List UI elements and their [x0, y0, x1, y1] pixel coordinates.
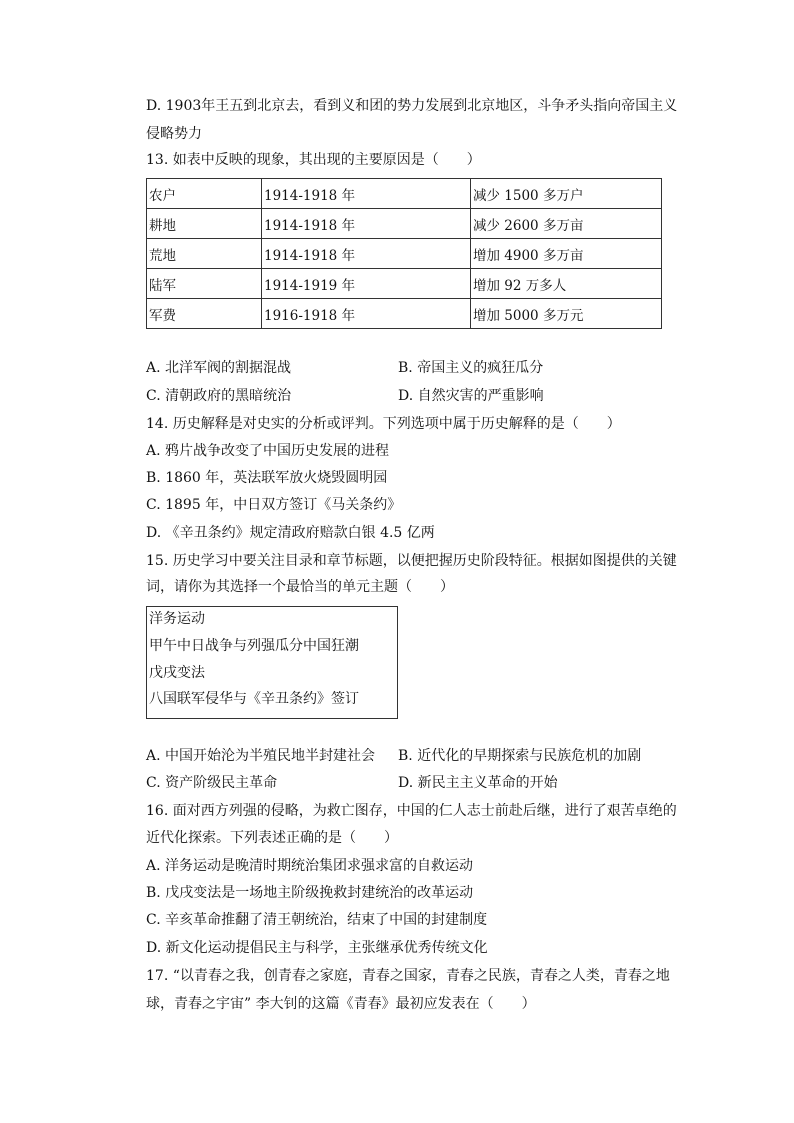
table-cell: 1914-1919 年 — [262, 269, 471, 299]
table-cell: 荒地 — [147, 239, 262, 269]
q16-stem-line1: 16. 面对西方列强的侵略，为救亡图存，中国的仁人志士前赴后继，进行了艰苦卓绝的 — [146, 803, 677, 819]
table-cell: 陆军 — [147, 269, 262, 299]
table-cell: 增加 5000 多万元 — [471, 299, 662, 329]
q15-option-c[interactable]: C. 资产阶级民主革命 — [146, 775, 278, 791]
table-cell: 1914-1918 年 — [262, 179, 471, 209]
q14-option-a[interactable]: A. 鸦片战争改变了中国历史发展的进程 — [146, 443, 390, 459]
q16-option-a[interactable]: A. 洋务运动是晚清时期统治集团求强求富的自救运动 — [146, 858, 474, 874]
q17-stem-line2: 球，青春之宇宙” 李大钊的这篇《青春》最初应发表在（ ） — [146, 996, 536, 1012]
table-cell: 耕地 — [147, 209, 262, 239]
q13-option-c[interactable]: C. 清朝政府的黑暗统治 — [146, 388, 292, 404]
keyword-item: 戊戌变法 — [149, 665, 205, 681]
q16-option-b[interactable]: B. 戊戌变法是一场地主阶级挽救封建统治的改革运动 — [146, 885, 474, 901]
q13-option-a[interactable]: A. 北洋军阀的割据混战 — [146, 360, 292, 376]
table-row — [147, 209, 662, 239]
keyword-item: 八国联军侵华与《辛丑条约》签订 — [149, 691, 359, 707]
q16-option-c[interactable]: C. 辛亥革命推翻了清王朝统治，结束了中国的封建制度 — [146, 912, 488, 928]
table-cell: 1916-1918 年 — [262, 299, 471, 329]
q13-option-d[interactable]: D. 自然灾害的严重影响 — [398, 388, 544, 404]
table-row — [147, 239, 662, 269]
table-cell: 军费 — [147, 299, 262, 329]
q14-stem: 14. 历史解释是对史实的分析或评判。下列选项中属于历史解释的是（ ） — [146, 416, 621, 432]
q13-data-table — [146, 178, 662, 329]
table-cell: 1914-1918 年 — [262, 239, 471, 269]
table-row — [147, 179, 662, 209]
table-cell: 减少 1500 多万户 — [471, 179, 662, 209]
q13-option-b[interactable]: B. 帝国主义的疯狂瓜分 — [398, 360, 544, 376]
q13-stem: 13. 如表中反映的现象，其出现的主要原因是（ ） — [146, 152, 481, 168]
table-row — [147, 299, 662, 329]
q15-stem-line1: 15. 历史学习中要关注目录和章节标题，以便把握历史阶段特征。根据如图提供的关键 — [146, 553, 677, 569]
keyword-item: 洋务运动 — [149, 611, 205, 627]
q14-option-c[interactable]: C. 1895 年，中日双方签订《马关条约》 — [146, 497, 402, 513]
keyword-item: 甲午中日战争与列强瓜分中国狂潮 — [149, 638, 359, 654]
q17-stem-line1: 17. “以青春之我，创青春之家庭，青春之国家，青春之民族，青春之人类，青春之地 — [146, 968, 670, 984]
q14-option-d[interactable]: D. 《辛丑条约》规定清政府赔款白银 4.5 亿两 — [146, 525, 435, 541]
table-cell: 农户 — [147, 179, 262, 209]
q15-keyword-box — [146, 606, 398, 719]
q12-option-d-line2: 侵略势力 — [146, 126, 202, 142]
table-row — [147, 269, 662, 299]
q15-stem-line2: 词，请你为其选择一个最恰当的单元主题（ ） — [146, 579, 454, 595]
q12-option-d-line1: D. 1903年王五到北京去，看到义和团的势力发展到北京地区，斗争矛头指向帝国主义 — [146, 98, 678, 114]
q16-stem-line2: 近代化探索。下列表述正确的是（ ） — [146, 830, 398, 846]
q15-option-b[interactable]: B. 近代化的早期探索与民族危机的加剧 — [398, 748, 642, 764]
q16-option-d[interactable]: D. 新文化运动提倡民主与科学，主张继承优秀传统文化 — [146, 940, 488, 956]
q14-option-b[interactable]: B. 1860 年，英法联军放火烧毁圆明园 — [146, 470, 388, 486]
table-cell: 1914-1918 年 — [262, 209, 471, 239]
table-cell: 增加 92 万多人 — [471, 269, 662, 299]
table-cell: 增加 4900 多万亩 — [471, 239, 662, 269]
q15-option-d[interactable]: D. 新民主主义革命的开始 — [398, 775, 558, 791]
table-cell: 减少 2600 多万亩 — [471, 209, 662, 239]
q15-option-a[interactable]: A. 中国开始沦为半殖民地半封建社会 — [146, 748, 376, 764]
